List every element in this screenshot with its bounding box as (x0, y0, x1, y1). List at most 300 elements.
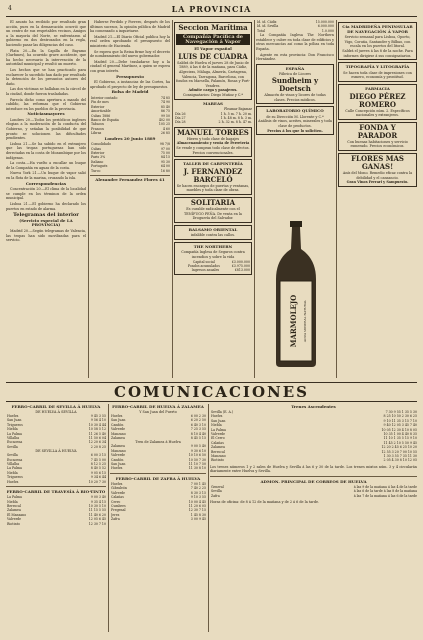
ad-title: Cía MADRIDEÑA PENINSULAR DE NAVEGACIÓN Á VAPOR (342, 24, 413, 34)
timetable-row-cell: 12 30 (88, 521, 98, 526)
balsamo-ad (174, 225, 252, 240)
timetable-rows (6, 453, 106, 484)
timetable-row-cell: 3 40 (98, 495, 106, 500)
timetable-row-cell: Zalamea (111, 436, 125, 441)
timetable-row (110, 466, 206, 470)
tides-table (174, 107, 252, 125)
timetable-row-cell: 10 58 (88, 427, 98, 432)
timetable-rows (110, 482, 206, 522)
ad-name: DIEGO PÉREZ ROMERO (349, 91, 406, 109)
paragraph: Concentración 20.—El clima de la localidad se cumple en los términos de la orden municipal. (6, 187, 86, 201)
timetable-row-cell: 7 35 (399, 454, 407, 459)
timetable-row-cell: Trigueros (7, 422, 23, 427)
stock-row-cell: Banco de España (91, 117, 119, 122)
insurance-row-cell: Ingresos anuales (191, 268, 220, 273)
ad-title: MANUEL TORRES (177, 127, 249, 137)
timetable-row-cell: 1 35 (401, 410, 409, 414)
ad-consignee: Consignatarios: Diego Muñoz y C.ª (182, 92, 244, 97)
stock-row-cell: 26 85 (160, 131, 170, 136)
capital-row-cell: 15.000.000 (315, 20, 334, 24)
timetable-row-cell: Riotinto (211, 458, 224, 463)
signature: Alexandre Fernandez Flores 41 (95, 177, 165, 182)
stock-row-cell: Turco (91, 168, 101, 173)
timetable-row-cell: 3 20 (391, 449, 399, 454)
paragraph: La costa.—Ha vuelto a encallar un buque de la Compañía en aguas de la costa. (6, 161, 86, 170)
navigation-ad (338, 22, 417, 60)
timetable-row-cell: 9 10 (383, 418, 391, 423)
timetable-row-cell: Niebla (7, 499, 18, 504)
paragraph: Lisboa 21.—Se ha sabido en el extranjero que las tropas portuguesas han sido derrotadas en la costa de Mozambique por los indígenas. (6, 141, 86, 160)
timetable-heading: FERRO-CARRIL DE ZAFRA Á HUELVA (115, 475, 201, 481)
timetable-row-cell: 11 30 (407, 454, 417, 459)
timetable-row-cell: 11 35 (391, 418, 401, 423)
ad-title: Seccion Marítima (178, 23, 248, 32)
timetable-row-cell: Trigueros (7, 475, 23, 480)
inn-ad (338, 122, 417, 151)
tide-row-cell: Día 27 (175, 115, 186, 120)
timetable-row-cell: 5 55 (98, 508, 106, 513)
paragraph: Nueva York 21.—Un buque de vapor salió en la flota de la marina, cruzando la isla. (6, 171, 86, 180)
insurance-row-cell: Fondos acumulados (187, 264, 220, 269)
tide-row (174, 120, 252, 124)
timetable-row-cell: 8 10 (198, 466, 206, 471)
timetable-row-cell: 10 35 (383, 432, 393, 437)
stock-row-cell: 74 90 (160, 100, 170, 105)
insurance-row-cell: £3.000.000 (231, 259, 250, 264)
timetable-row-cell: 12 20 (381, 445, 391, 450)
timetable-row-cell: 6 04 (98, 436, 106, 441)
timetable-rows (110, 444, 206, 470)
timetable-row-cell: 11 45 (383, 440, 393, 445)
timetable-row-cell: á las 8 de la mañana (383, 489, 417, 494)
insurance-table (176, 260, 250, 273)
timetable-row-cell: 2 45 (391, 445, 399, 450)
timetable-rows (110, 414, 206, 440)
timetable-row-cell: La Palma (7, 466, 22, 471)
timetable-row-cell: Jerez (111, 512, 120, 517)
timetable-row-cell: 12 05 (391, 423, 401, 428)
timetable-row-cell: Sevilla (7, 444, 18, 449)
timetable-row-cell: Escacena (7, 440, 23, 445)
timetable-sevilla-huelva (6, 404, 106, 632)
tide-row-cell: 8 h. 3 m. (237, 115, 252, 120)
timetable-row-cell: 8 25 (98, 444, 106, 449)
timetable-row-cell: 3 15 (198, 490, 206, 495)
paragraph: Madrid 20.—Debe trasladarse hoy a la ciudad el general Martínez, a quien se espera con gran interés. (90, 59, 170, 73)
ad-title: TALLER DE CARPINTERÍA (183, 161, 243, 167)
tide-row-cell: Día 26 (175, 111, 186, 116)
timetable-ascending (210, 404, 417, 632)
timetable-row-cell: 11 15 (88, 508, 98, 513)
ad-tail: Saldrá el jueves á las 8 de la noche. Para informes dirigirse á sus consignatarios. (342, 48, 413, 58)
timetable-row-cell: 5 50 (401, 440, 409, 445)
timetable-row-cell: 12 30 (391, 427, 401, 432)
timetable-row-cell: 4 44 (98, 422, 106, 427)
stock-row-cell: Cubas (91, 146, 102, 151)
tide-row-cell: 1 h. 48 m. (220, 115, 237, 120)
timetable-row-cell: 5 15 (198, 436, 206, 441)
timetable-row-cell: 9 10 (409, 436, 417, 441)
column-2 (90, 20, 170, 378)
timetable-row-cell: Zalamea (7, 508, 21, 513)
timetable-heading: FERRO-CARRIL DE SEVILLA Á HUELVA (11, 404, 101, 409)
communications-heading: COMUNICACIONES (6, 382, 417, 402)
stock-row-cell: Interior contado (91, 95, 118, 100)
timetable-row-cell: General (211, 485, 224, 490)
timetable-rows (210, 485, 417, 498)
ad-name: J. FERNANDEZ BARCELÓ (183, 166, 243, 184)
stock-row-cell: 86 75 (160, 109, 170, 114)
timetable-row-cell: 9 40 (383, 423, 391, 428)
ad-title: TIPOGRAFÍA Y LITOGRAFÍA (345, 64, 410, 70)
timetable-row-cell: Huelva (111, 466, 123, 471)
timetable-row-cell: 7 00 (399, 449, 407, 454)
timetable-row-cell: Calañas (211, 440, 224, 445)
stock-table (90, 96, 170, 136)
timetable-row-cell: 6 25 (399, 445, 407, 450)
stock-row-cell: 98 7/8 (159, 142, 170, 147)
stock-row-cell: 99 50 (160, 113, 170, 118)
timetable-row-cell: 8 30 (198, 512, 206, 517)
timetable-row-cell: 8 45 (190, 436, 198, 441)
section-heading: Telegramas del interior (13, 212, 79, 219)
timetable-row-cell: 6 50 (198, 453, 206, 458)
timetable-row-cell: 10 20 (88, 479, 98, 484)
timetable-row-cell: 3 55 (198, 495, 206, 500)
timetable-row-cell: San Juan (7, 418, 22, 423)
timetable-row-cell: 10 50 (391, 414, 401, 419)
stock-row-cell: Fin de mes (91, 100, 109, 105)
ad-title: SOLITARIA (190, 197, 236, 207)
timetable-row-cell: 7 45 (90, 457, 98, 462)
column-3 (174, 20, 252, 378)
timetable-row-cell: 1 30 (383, 454, 391, 459)
tide-row-cell: Día 28 (175, 120, 186, 125)
timetable-row-cell: 8 30 (190, 490, 198, 495)
capital-row-cell: Id. id. Sevilla (257, 24, 279, 29)
solitaria-ad (174, 197, 252, 223)
timetable-row-cell: 2 05 (383, 458, 391, 463)
timetable-row-cell: Berrocal (7, 503, 21, 508)
timetable-row (6, 480, 106, 484)
tide-row-cell: 2 h. 32 m. (218, 120, 235, 125)
masthead (6, 4, 417, 17)
timetable-row-cell: 10 10 (188, 453, 198, 458)
timetable-row-cell: 5 12 (98, 427, 106, 432)
timetable-row-cell: 4 45 (198, 499, 206, 504)
timetable-row-cell: Manzano (211, 454, 226, 459)
timetable-row-cell: Gibraleón (111, 486, 127, 491)
hardware-ad (174, 127, 252, 157)
column-rule (108, 404, 109, 632)
timetable-row-cell: San Juan (211, 418, 226, 423)
ad-text: infalible contra las callos. (190, 233, 236, 238)
ad-text: Anís del Mono. Remedio eficaz contra la debilidad y el cansancio. (342, 170, 413, 180)
timetable-row-cell: 12 05 (407, 458, 417, 463)
timetable-heading: ADMON. PRINCIPAL DE CORREOS DE HUELVA (260, 479, 367, 485)
column-rule (88, 20, 89, 378)
newspaper-page (6, 4, 417, 636)
stock-row-cell: 64 00 (160, 164, 170, 169)
timetable-row-cell: San Juan (111, 418, 126, 423)
ad-title: ESPAÑA (285, 65, 305, 71)
timetable-row-cell: 7 40 (409, 423, 417, 428)
liquor-ad (256, 64, 334, 104)
timetable-row-cell: La Palma (7, 431, 22, 436)
timetable-row-cell: 7 15 (198, 508, 206, 513)
timetable-row-cell: Valverde (111, 490, 126, 495)
timetable-row-cell: 9 30 (190, 448, 198, 453)
timetable-row-cell: 2 50 (198, 418, 206, 423)
timetable-row-cell: 9 10 (190, 495, 198, 500)
insurance-ad (174, 242, 252, 275)
timetable-subheading: Tren de Zalamea á Huelva (135, 440, 181, 445)
capital-row-cell: 6.000.000 (317, 24, 334, 29)
timetable-row (6, 522, 106, 526)
section-heading: Bolsa de Madrid (111, 89, 149, 95)
timetable-row-cell: á las 9 de la mañana (353, 485, 387, 490)
timetable-row-cell: 7 10 (409, 418, 417, 423)
timetable-row-cell: 9 56 (90, 418, 98, 423)
timetable-row-cell: 9 35 (90, 499, 98, 504)
column-rule (208, 404, 209, 632)
tide-row-cell: Pleamar (224, 107, 238, 112)
paragraph: Lisboa 21.—El gobierno ha declarado los puertos en estado de alarma. (6, 201, 86, 211)
bottle-label: MARMOLEJO (289, 294, 298, 348)
timetable-row-cell: 5 15 (401, 436, 409, 441)
ad-sub: Fábrica de Licores (279, 72, 311, 77)
timetable-row-cell: Huelva (111, 414, 123, 418)
paragraph: Parecía dicho como apertura a mando del cabildo, las reformas que el Gobierno introduce en los pueblos de la provincia. (6, 97, 86, 111)
ad-title: FONDA Y PARADOR (357, 122, 398, 140)
page-number: 4 (8, 5, 12, 12)
timetable-row-cell: 10 20 (407, 445, 417, 450)
insurance-row-cell: Capital social (192, 259, 215, 264)
section-subheading: (Servicio especial de LA PROVINCIA) (19, 217, 73, 228)
paragraph: Plata 20.—En la Capilla de Bayamo (Garfunes), ha ocurrido grave accidente, que ha hecho necesario la intervención de la autoridad municipal y resultó un muerto. (6, 48, 86, 67)
paragraph: Haberse Perdido y Forrero, después de los últimos sucesos, la opinión pública de Madrid ha comenzado a inquietarse. (90, 20, 170, 34)
insurance-row (176, 268, 250, 272)
timetable-row-cell: 12 05 (88, 517, 98, 522)
paragraph: Madrid 20.—Según telegramas de Valencia, las tropas han sido movilizadas para el servicio. (6, 228, 86, 243)
ad-text: Hierro y todo clase de bagajes (186, 136, 240, 141)
column-5 (338, 20, 417, 378)
ad-text: Calle Concepción núm. 2. Específicos nacionales y extranjeros. (345, 108, 410, 118)
stock-table (90, 142, 170, 173)
timetable-row-cell: 9 05 (90, 470, 98, 475)
timetable-row-cell: 3 15 (98, 453, 106, 458)
ad-text: Servicio semanal para Lisboa, Oporto, Vigo, Coruña, Santander y Bilbao, con escala en los puertos del litoral. (344, 35, 411, 49)
stock-row-cell: 85 40 (160, 104, 170, 109)
timetable-row-cell: Berrocal (211, 449, 225, 454)
timetable-row (210, 458, 417, 462)
stock-row-cell: 97 00 (160, 146, 170, 151)
ad-tail: Admite carga y pasajeros. (188, 88, 238, 93)
ad-text: Con buenas habitaciones y servicio esmerado. Precios económicos. (347, 139, 408, 149)
timetable-row-cell: 4 15 (98, 499, 106, 504)
timetable-row-cell: 9 55 (393, 410, 401, 414)
timetable-row-cell: 11 40 (88, 512, 98, 517)
timetable-row-cell: 6 20 (98, 512, 106, 517)
timetable-row-cell: Niebla (7, 470, 18, 475)
timetable-row-cell: 2 30 (401, 414, 409, 419)
timetable-row-cell: 12 20 (88, 440, 98, 445)
ad-ship-name: LUIS DE CUADRA (178, 51, 248, 61)
timetable-row-cell: Sevilla (E. A.) (211, 410, 233, 414)
stock-row-cell: 4 60 (162, 126, 170, 131)
timetable-heading: FERRO-CARRIL DE HUELVA Á ZALAMEA (112, 404, 204, 409)
timetable-row-cell: 3 55 (98, 414, 106, 418)
timetable-row-cell: 5 00 (98, 457, 106, 462)
ad-text: Se hacen encargos de puertas y ventanas, muebles y toda clase de obras. (176, 183, 250, 193)
stock-row-cell: Tabacos (91, 122, 105, 127)
timetable-row-cell: 11 50 (88, 436, 98, 441)
timetable-row-cell: 5 30 (409, 410, 417, 414)
timetable-row-cell: 3 55 (391, 454, 399, 459)
timetable-row-cell: Sevilla (211, 489, 222, 494)
carpentry-ad (174, 159, 252, 195)
timetable-row-cell: Villalba (7, 436, 20, 441)
ad-sub: Compañía Inglesa de Seguros contra incendios y sobre la vida (181, 250, 245, 260)
timetable-row-cell: 8 12 (90, 462, 98, 467)
capital-row-cell: Total (257, 28, 265, 33)
paragraph: Se espera que la Reina firme hoy el decreto de nombramiento del nuevo gobernador. (90, 49, 170, 59)
timetable-row-cell: 5 10 (98, 503, 106, 508)
paragraph: Londres 20.—Todos los periódicos ingleses elogian a la moderación de la conducta del Gobierno, y señalan la posibilidad de que pronto se solucionen las dificultades pendientes. (6, 117, 86, 141)
timetable-row-cell: 9 45 (90, 414, 98, 418)
bottle-sublabel: AGUA MINERAL NATURAL (303, 299, 307, 343)
timetable-row-cell: 6 20 (190, 418, 198, 423)
printing-ad (338, 62, 417, 82)
ad-tail: Gran Vinos Ferrari y Sampuesto. (346, 180, 409, 185)
capital-row-cell: Id. id. Cádiz (257, 20, 277, 24)
timetable-row-cell: Manzano (111, 431, 126, 436)
timetable-row-cell: Niebla (7, 427, 18, 432)
ad-text: Es curable radicalmente con el TENÍFUGO PEÑA. De venta en la Droguería del Salvador. (184, 206, 242, 221)
timetable-row-cell: La Palma (211, 427, 226, 432)
timetable-row-cell: 9 45 (409, 440, 417, 445)
column-rule (172, 20, 173, 378)
timetable-row-cell: 8 40 (90, 466, 98, 471)
timetable-row-cell: á las 7 de la mañana (353, 493, 387, 498)
tide-row-cell: 8 h. 47 m. (235, 120, 252, 125)
ad-text: Se hacen toda clase de impresiones con esmero, economía y prontitud. (343, 70, 412, 80)
timetable-row-cell: Zafra (211, 493, 220, 498)
timetable-row-cell: Huelva (211, 414, 223, 419)
divider (110, 473, 206, 474)
timetable-row-cell: 9 45 (198, 517, 206, 522)
timetable-row-cell: 10 30 (88, 503, 98, 508)
timetable-row-cell: 7 30 (385, 410, 393, 414)
section-heading: Correspondencias (25, 180, 67, 186)
timetable-row-cell: 7 50 (198, 462, 206, 467)
timetable-row-cell: 10 55 (407, 449, 417, 454)
timetable-row-cell: 4 30 (391, 458, 399, 463)
timetable-heading: Trenes Ascendentes (291, 404, 336, 409)
timetable-row-cell: 8 05 (409, 427, 417, 432)
timetable-row-cell: 1 35 (393, 436, 401, 441)
ad-title: THE NORTHERN (193, 243, 233, 249)
timetable-row-cell: Cumbres (111, 503, 126, 508)
column-1 (6, 20, 86, 378)
timetable-row-cell: Huelva (111, 481, 123, 486)
timetable-row-cell: Zalamea (211, 445, 225, 450)
timetable-row-cell: 6 15 (98, 470, 106, 475)
ad-text: Almacén de vinos y licores de todas clases. Precios módicos. (264, 92, 326, 102)
ad-tail: Se vende y compran todo clase de efectos. Precios convencionales. (176, 145, 250, 155)
paragraph: El Gobierno, a instancias de las Cortes, ha aprobado el proyecto de ley de presupuestos. (90, 80, 170, 89)
ad-ship-label: El Vapor español (194, 46, 232, 52)
timetable-huelva-zalamea (110, 404, 206, 632)
timetable-row-cell: 8 35 (409, 432, 417, 437)
timetable-row-cell: 6 05 (198, 503, 206, 508)
timetable-row-cell: 1 45 (198, 481, 206, 486)
timetable-row-cell: 2 20 (90, 444, 98, 449)
timetable-row-cell: 8 25 (383, 414, 391, 419)
timetable-row-cell: 6 25 (409, 414, 417, 419)
timetable-row-cell: Valverde (111, 427, 126, 432)
timetable-row-cell: 5 40 (198, 444, 206, 449)
timetable-row-cell: 12 55 (381, 449, 391, 454)
timetable-row-cell: á las 4 de la tarde (387, 485, 417, 490)
timetable-row-cell: 6 45 (98, 517, 106, 522)
timetable-rows (6, 414, 106, 449)
timetable-row-cell: 12 30 (188, 508, 198, 513)
timetable-rows (6, 495, 106, 526)
anis-ad (338, 153, 417, 187)
section-heading: Londres 20 Junio 1889 (104, 135, 156, 141)
timetable-row-cell: 9 34 (90, 475, 98, 480)
timetable-row-cell: 4 40 (198, 431, 206, 436)
timetable-row-cell: Huelva (7, 479, 19, 484)
stock-row-cell: 16 80 (160, 168, 170, 173)
divider (210, 476, 417, 477)
timetable-row-cell: 3 10 (198, 422, 206, 427)
ad-sub: Almacenamiento y venta de Ferretería (176, 141, 250, 146)
tide-row-cell: 1 h. 5 m. (220, 111, 235, 116)
timetable-row-cell: 7 40 (190, 486, 198, 491)
tides-heading: MAREAS (203, 100, 223, 106)
timetable-row-cell: San Juan (111, 462, 126, 467)
insurance-row-cell: £3.975.000 (231, 264, 250, 269)
timetable-row-cell: 1 45 (190, 512, 198, 517)
timetable-row-cell: Zalamea (111, 444, 125, 449)
timetable-row-cell: 6 44 (98, 475, 106, 480)
laboratory-ad (256, 106, 334, 135)
timetable-row-cell: El Cerro (211, 436, 225, 441)
timetable-row-cell: 1 00 (393, 432, 401, 437)
stock-row-cell: Paris 3% (91, 155, 106, 160)
timetable-row-cell: 7 25 (190, 427, 198, 432)
timetable-row-cell: El Manzano (7, 512, 27, 517)
tide-row-cell: 7 h. 20 m. (235, 111, 252, 116)
timetable-row-cell: Valverde (7, 517, 22, 522)
paragraph: El asunto ha recibido por resultado gran acción, pues en la demarcación ocurrió que un centro de sus respetables vecinos, Amigos a la mayoría del Norte, se enfrentaron al gobierno en dos destrozados en la regla, haciendo pasar las diligencias del caso. (6, 20, 86, 47)
timetable-row-cell: 3 00 (190, 517, 198, 522)
timetable-row-cell: Cerro (111, 499, 121, 504)
timetable-row-cell: 5 52 (98, 466, 106, 471)
timetable-row-cell: 2 25 (198, 486, 206, 491)
ad-title: BALSAMO ORIENTAL (188, 226, 238, 232)
ad-title: LABORATORIO QUÍMICO (266, 108, 324, 114)
timetable-row-cell: 7 00 (190, 481, 198, 486)
pharmacy-ad (338, 84, 417, 120)
stock-row-cell: Consolidado (91, 142, 111, 147)
insurance-row-cell: £813.000 (234, 268, 250, 273)
timetable-row-cell: á las 6 de la tarde (387, 493, 417, 498)
timetable-row (110, 517, 206, 521)
timetable-row-cell: 6 00 (190, 414, 198, 418)
